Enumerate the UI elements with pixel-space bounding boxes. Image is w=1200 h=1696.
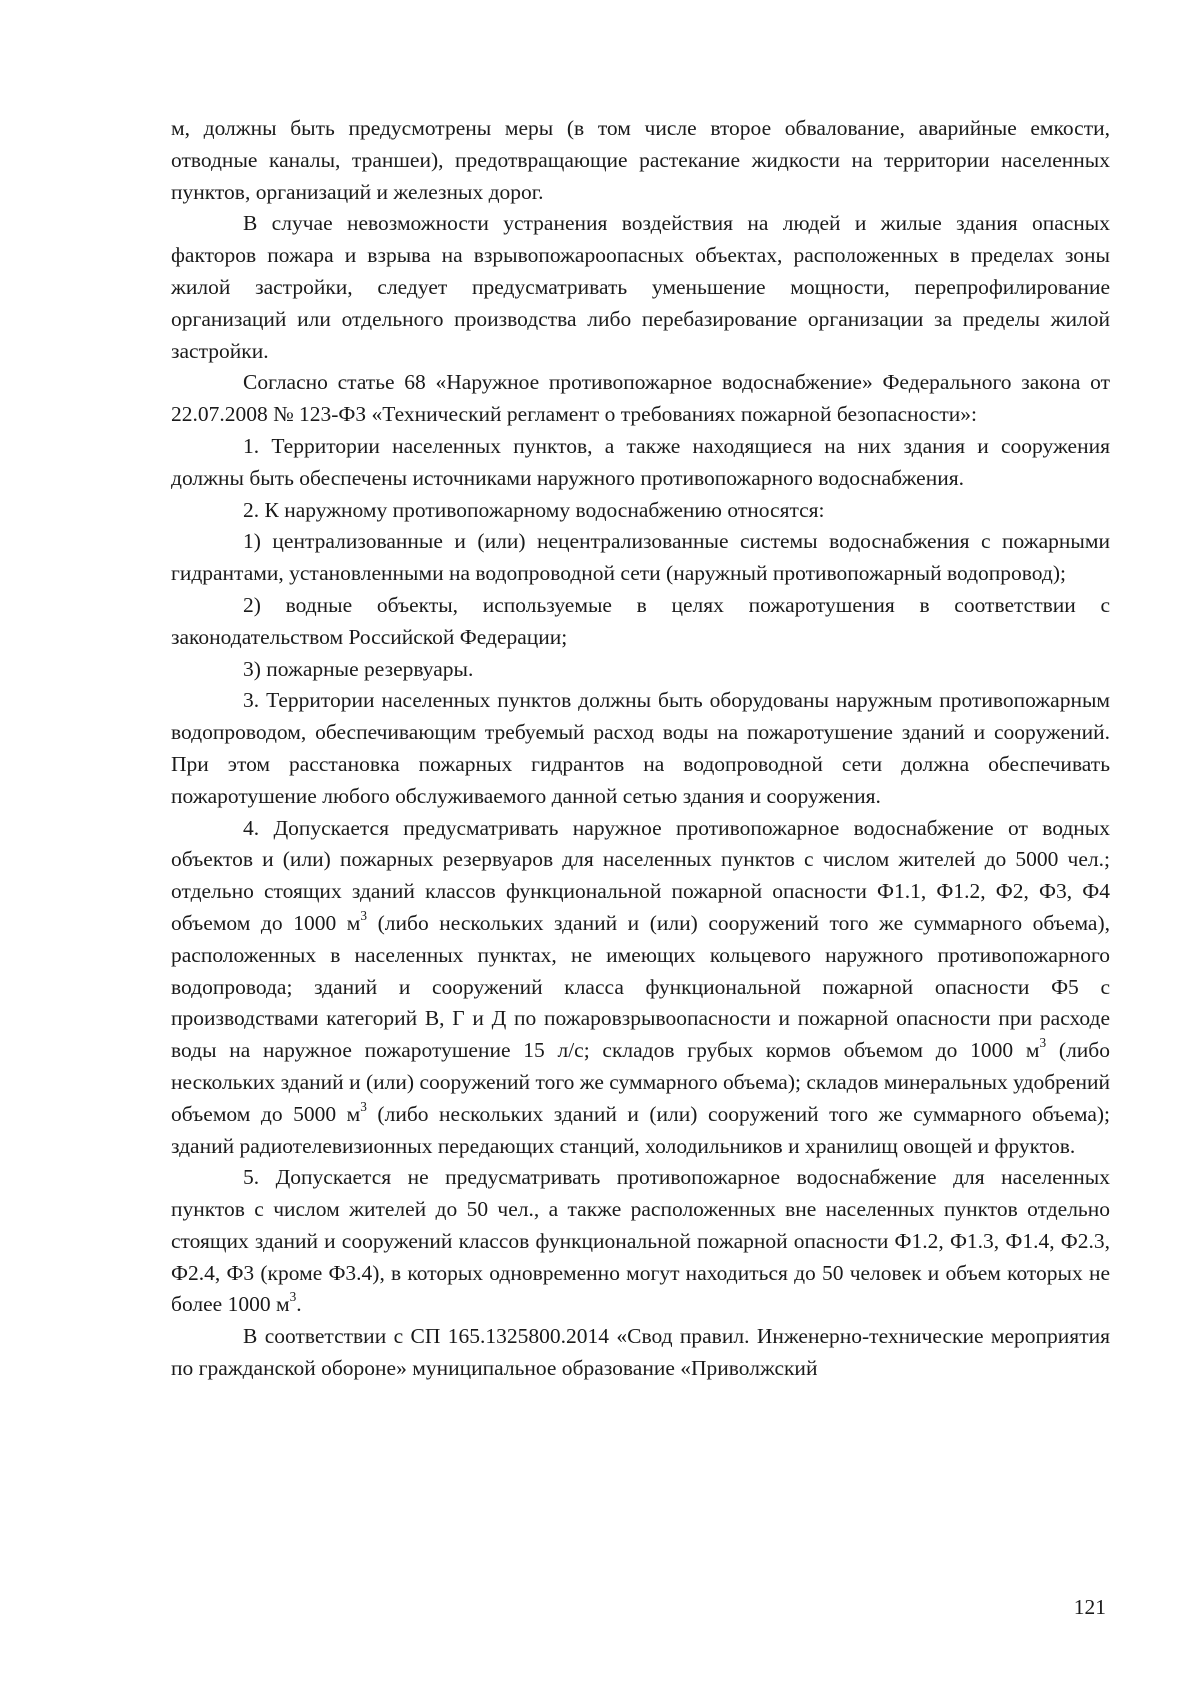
paragraph-text: м, должны быть предусмотрены меры (в том числе второе обвалование, аварийные емкости, отводные каналы, траншеи), предотвращающие растекание жидкости на территории населенных пунктов, организаций и железных дорог. <box>171 116 1110 204</box>
paragraph-text: 4. Допускается предусматривать наружное противопожарное водоснабжение от водных объектов и (или) пожарных резервуаров для населенных пунктов с числом жителей до 5000 чел.; отдельно стоящих зданий классов функциональной пожарной опасности Ф1.1, Ф1.2, Ф2, Ф3, Ф4 объемом до 1000 м <box>171 815 1110 935</box>
paragraph-relocation <box>171 208 1110 367</box>
paragraph-text: (либо нескольких зданий и (или) сооружений того же суммарного объема); складов минеральных удобрений объемом до 5000 м <box>171 1038 1110 1126</box>
paragraph-text: 5. Допускается не предусматривать противопожарное водоснабжение для населенных пунктов с числом жителей до 50 чел., а также расположенных вне населенных пунктов отдельно стоящих зданий и сооружений классов функциональной пожарной опасности Ф1.2, Ф1.3, Ф1.4, Ф2.3, Ф2.4, Ф3 (кроме Ф3.4), в которых одновременно могут находиться до 50 человек и объем которых не более 1000 м <box>171 1165 1110 1317</box>
paragraph-text: В соответствии с СП 165.1325800.2014 «Свод правил. Инженерно-технические мероприятия по гражданской обороне» муниципальное образование «Приволжский <box>171 1324 1110 1381</box>
paragraph-item-3 <box>171 685 1110 812</box>
superscript-cubic: 3 <box>289 1289 297 1305</box>
paragraph-item-5 <box>171 1162 1110 1321</box>
paragraph-continuation <box>171 113 1110 208</box>
paragraph-item-4 <box>171 813 1110 1163</box>
paragraph-text: 2. К наружному противопожарному водоснабжению относятся: <box>243 497 825 522</box>
paragraph-item-1 <box>171 431 1110 495</box>
page-number: 121 <box>1073 1595 1106 1619</box>
paragraph-text: 3. Территории населенных пунктов должны быть оборудованы наружным противопожарным водопроводом, обеспечивающим требуемый расход воды на пожаротушение зданий и сооружений. При этом расстановка пожарных гидрантов на водопроводной сети должна обеспечивать пожаротушение любого обслуживаемого данной сетью здания и сооружения. <box>171 688 1110 808</box>
paragraph-subitem-3 <box>171 654 1110 686</box>
paragraph-text: 1) централизованные и (или) нецентрализованные системы водоснабжения с пожарными гидрантами, установленными на водопроводной сети (наружный противопожарный водопровод); <box>171 529 1110 586</box>
paragraph-text: 3) пожарные резервуары. <box>243 656 474 681</box>
paragraph-item-2 <box>171 495 1110 527</box>
paragraph-subitem-1 <box>171 526 1110 590</box>
paragraph-sp-165 <box>171 1321 1110 1385</box>
paragraph-text: В случае невозможности устранения воздействия на людей и жилые здания опасных факторов пожара и взрыва на взрывопожароопасных объектах, расположенных в пределах зоны жилой застройки, следует предусматривать уменьшение мощности, перепрофилирование организаций или отдельного производства либо перебазирование организации за пределы жилой застройки. <box>171 211 1110 363</box>
paragraph-text: Согласно статье 68 «Наружное противопожарное водоснабжение» Федерального закона от 22.07.2008 № 123-ФЗ «Технический регламент о требованиях пожарной безопасности»: <box>171 370 1110 427</box>
superscript-cubic: 3 <box>360 907 368 923</box>
paragraph-subitem-2 <box>171 590 1110 654</box>
body-text <box>171 113 1110 1385</box>
superscript-cubic: 3 <box>1039 1034 1047 1050</box>
paragraph-article-68 <box>171 367 1110 431</box>
superscript-cubic: 3 <box>360 1098 367 1114</box>
paragraph-text: 1. Территории населенных пунктов, а также находящиеся на них здания и сооружения должны быть обеспечены источниками наружного противопожарного водоснабжения. <box>171 433 1110 490</box>
paragraph-text: (либо нескольких зданий и (или) сооружений того же суммарного объема), расположенных в населенных пунктах, не имеющих кольцевого наружного противопожарного водопровода; зданий и сооружений класса функциональной пожарной опасности Ф5 с производствами категорий В, Г и Д по пожаровзрывоопасности и пожарной опасности при расходе воды на наружное пожаротушение 15 л/с; складов грубых кормов объемом до 1000 м <box>171 910 1110 1063</box>
paragraph-text: (либо нескольких зданий и (или) сооружений того же суммарного объема); зданий радиотелевизионных передающих станций, холодильников и хранилищ овощей и фруктов. <box>171 1101 1110 1158</box>
paragraph-text: . <box>296 1292 302 1317</box>
paragraph-text: 2) водные объекты, используемые в целях пожаротушения в соответствии с законодательством Российской Федерации; <box>171 592 1110 649</box>
